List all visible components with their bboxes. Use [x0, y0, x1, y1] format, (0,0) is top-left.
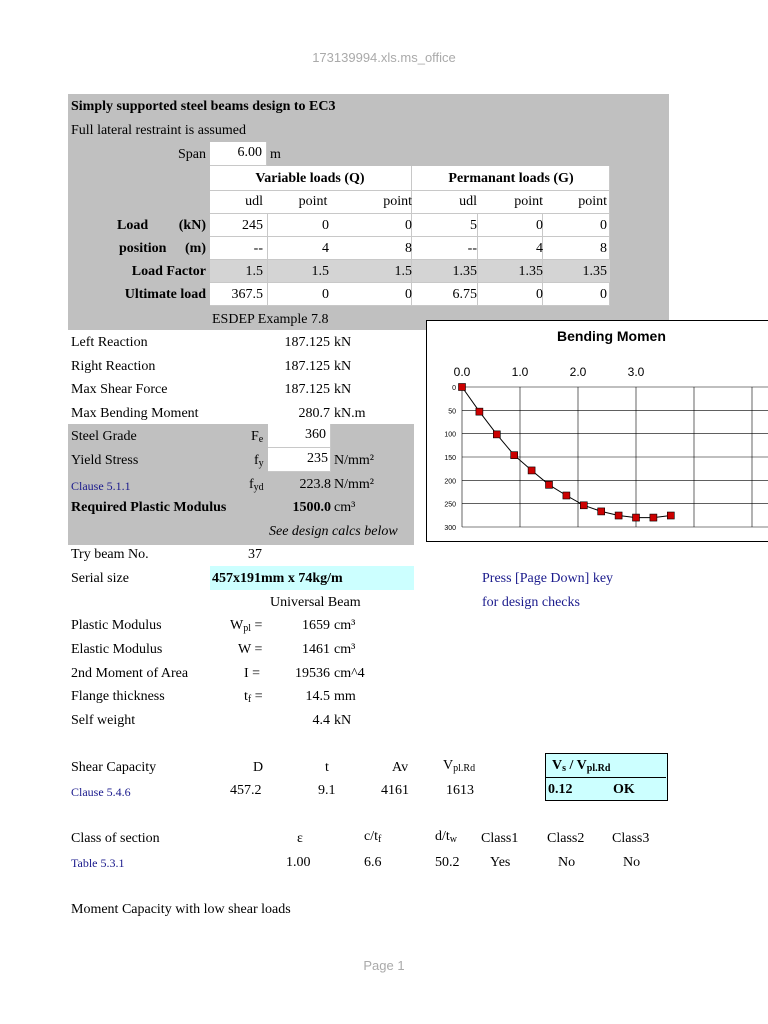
load-q-point2[interactable]: 0 — [405, 218, 412, 233]
right-reaction-unit: kN — [334, 359, 352, 374]
try-beam-label: Try beam No. — [71, 547, 149, 562]
x-tick-label: 3.0 — [627, 365, 645, 379]
row-label-ultimate-load: Ultimate load — [124, 287, 206, 302]
see-design-calcs-note: See design calcs below — [269, 524, 398, 539]
class-value-eps: 1.00 — [286, 855, 311, 870]
flange-thickness-symbol: $t_f$ = — [244, 689, 263, 705]
y-tick-label: 0 — [452, 385, 456, 392]
moment-of-area-label: 2nd Moment of Area — [71, 666, 189, 681]
col-header-g-point2: point — [578, 194, 607, 209]
steel-grade-input[interactable] — [268, 424, 331, 448]
shear-ratio: 0.12 — [548, 782, 573, 797]
variable-loads-heading: Variable loads (Q) — [255, 171, 365, 186]
page-header: 173139994.xls.ms_office — [312, 50, 456, 65]
plastic-modulus-unit: cm³ — [334, 618, 356, 633]
shear-header-d: D — [253, 760, 264, 775]
class-value-dt: 50.2 — [435, 855, 460, 870]
beam-type: Universal Beam — [270, 595, 361, 610]
max-shear-value: 187.125 — [284, 382, 330, 397]
shear-value-vplrd: 1613 — [446, 783, 474, 798]
position-g-point2[interactable]: 8 — [600, 241, 607, 256]
row-label-load: Load — [117, 218, 149, 233]
flange-thickness-value: 14.5 — [305, 689, 330, 704]
max-moment-unit: kN.m — [334, 406, 366, 421]
required-modulus-value: 1500.0 — [292, 500, 331, 515]
shear-value-av: 4161 — [381, 783, 409, 798]
shear-header-t: t — [325, 760, 329, 775]
class-of-section-label: Class of section — [71, 831, 160, 846]
shear-check-box — [545, 753, 668, 801]
factor-g-udl: 1.35 — [452, 264, 477, 279]
class-value-class2: No — [558, 855, 576, 870]
shear-value-d: 457.2 — [230, 783, 262, 798]
span-value: 6.00 — [237, 145, 262, 160]
data-point — [476, 408, 483, 415]
row-label-load-factor: Load Factor — [131, 264, 206, 279]
fyd-unit: N/mm² — [334, 477, 374, 492]
data-point — [615, 512, 622, 519]
col-header-q-point1: point — [298, 194, 328, 209]
col-header-g-point1: point — [514, 194, 543, 209]
y-tick-label: 300 — [444, 525, 456, 532]
factor-q-udl: 1.5 — [245, 264, 263, 279]
x-tick-label: 2.0 — [569, 365, 587, 379]
bending-moment-chart — [426, 320, 768, 542]
ultimate-g-point2: 0 — [600, 287, 607, 302]
elastic-modulus-symbol: W = — [238, 642, 263, 657]
class-value-class1: Yes — [490, 855, 511, 870]
steel-grade-symbol: $F_e$ — [251, 429, 264, 445]
right-reaction-value: 187.125 — [284, 359, 330, 374]
load-g-point1[interactable]: 0 — [536, 218, 543, 233]
col-header-q-point2: point — [383, 194, 412, 209]
class-header-class1: Class1 — [481, 831, 519, 846]
y-tick-label: 50 — [448, 408, 456, 416]
row-unit-position: (m) — [185, 241, 206, 256]
data-point — [667, 512, 674, 519]
load-q-point1[interactable]: 0 — [322, 218, 329, 233]
factor-q-point1: 1.5 — [311, 264, 329, 279]
page-down-hint-2: for design checks — [482, 595, 580, 610]
position-g-point1[interactable]: 4 — [536, 241, 543, 256]
steel-grade-value: 360 — [305, 427, 326, 442]
yield-stress-unit: N/mm² — [334, 453, 374, 468]
clause-5-1-1: Clause 5.1.1 — [71, 479, 131, 493]
position-q-point1[interactable]: 4 — [322, 241, 329, 256]
max-shear-unit: kN — [334, 382, 352, 397]
self-weight-unit: kN — [334, 713, 352, 728]
self-weight-value: 4.4 — [312, 713, 330, 728]
example-reference: ESDEP Example 7.8 — [212, 312, 329, 327]
class-header-class2: Class2 — [547, 831, 585, 846]
data-point — [650, 514, 657, 521]
class-header-class3: Class3 — [612, 831, 650, 846]
left-reaction-label: Left Reaction — [71, 335, 148, 350]
class-value-ct: 6.6 — [364, 855, 382, 870]
permanent-loads-heading: Permanant loads (G) — [448, 171, 574, 186]
shear-value-t: 9.1 — [318, 783, 336, 798]
moment-capacity-label: Moment Capacity with low shear loads — [71, 902, 291, 917]
y-tick-label: 150 — [444, 455, 456, 462]
serial-size-label: Serial size — [71, 571, 129, 586]
steel-grade-label: Steel Grade — [71, 429, 137, 444]
x-tick-label: 1.0 — [511, 365, 529, 379]
max-shear-label: Max Shear Force — [71, 382, 168, 397]
data-point — [598, 508, 605, 515]
table-5-3-1: Table 5.3.1 — [71, 856, 125, 870]
yield-stress-label: Yield Stress — [71, 453, 139, 468]
data-point — [580, 502, 587, 509]
serial-size-value: 457x191mm x 74kg/m — [212, 571, 343, 586]
fyd-value: 223.8 — [299, 477, 331, 492]
span-unit: m — [270, 147, 281, 162]
class-value-class3: No — [623, 855, 641, 870]
position-q-udl[interactable]: -- — [253, 241, 263, 256]
required-modulus-label: Required Plastic Modulus — [71, 500, 227, 515]
plastic-modulus-value: 1659 — [302, 618, 330, 633]
col-header-q-udl: udl — [245, 194, 263, 209]
fyd-symbol: $f_{yd}$ — [249, 477, 264, 493]
data-point — [511, 452, 518, 459]
self-weight-label: Self weight — [71, 713, 136, 728]
x-tick-label: 0.0 — [453, 365, 471, 379]
factor-q-point2: 1.5 — [394, 264, 412, 279]
yield-stress-symbol: $f_y$ — [254, 453, 264, 469]
shear-check-title: $V_s / V_{pl.Rd}$ — [552, 758, 611, 774]
flange-thickness-label: Flange thickness — [71, 689, 165, 704]
elastic-modulus-unit: cm³ — [334, 642, 356, 657]
page-footer: Page 1 — [363, 958, 405, 973]
row-label-position: position — [119, 241, 167, 256]
shear-header-av: Av — [392, 760, 409, 775]
bending-moment-plot — [427, 321, 768, 542]
moment-of-area-value: 19536 — [295, 666, 330, 681]
position-g-udl[interactable]: -- — [467, 241, 477, 256]
shear-header-vplrd: $V_{pl.Rd}$ — [443, 758, 476, 774]
elastic-modulus-value: 1461 — [302, 642, 330, 657]
ultimate-g-udl: 6.75 — [452, 287, 477, 302]
right-reaction-label: Right Reaction — [71, 359, 156, 374]
try-beam-value[interactable]: 37 — [248, 547, 262, 562]
yield-stress-cell — [268, 448, 331, 472]
position-q-point2[interactable]: 8 — [405, 241, 412, 256]
ultimate-q-point2: 0 — [405, 287, 412, 302]
factor-g-point1: 1.35 — [518, 264, 543, 279]
data-point — [528, 467, 535, 474]
load-q-udl[interactable]: 245 — [242, 218, 263, 233]
sheet-subtitle: Full lateral restraint is assumed — [71, 123, 246, 138]
data-point — [633, 514, 640, 521]
left-reaction-unit: kN — [334, 335, 352, 350]
data-point — [546, 481, 553, 488]
page-down-hint-1: Press [Page Down] key — [482, 571, 614, 586]
factor-g-point2: 1.35 — [582, 264, 607, 279]
shear-capacity-label: Shear Capacity — [71, 760, 157, 775]
ultimate-g-point1: 0 — [536, 287, 543, 302]
y-tick-label: 100 — [444, 431, 456, 439]
ultimate-q-point1: 0 — [322, 287, 329, 302]
span-label: Span — [178, 147, 206, 162]
chart-title: Bending Momen — [557, 328, 666, 344]
max-moment-label: Max Bending Moment — [71, 406, 199, 421]
sheet-title: Simply supported steel beams design to EC3 — [71, 99, 336, 114]
data-point — [563, 492, 570, 499]
clause-5-4-6: Clause 5.4.6 — [71, 785, 131, 799]
load-g-udl[interactable]: 5 — [470, 218, 477, 233]
col-header-g-udl: udl — [459, 194, 477, 209]
elastic-modulus-label: Elastic Modulus — [71, 642, 163, 657]
plastic-modulus-label: Plastic Modulus — [71, 618, 162, 633]
data-point — [493, 431, 500, 438]
span-input[interactable] — [210, 142, 267, 166]
yield-stress-value: 235 — [307, 451, 328, 466]
y-tick-label: 250 — [444, 501, 456, 509]
max-moment-value: 280.7 — [298, 406, 330, 421]
left-reaction-value: 187.125 — [284, 335, 330, 350]
data-point — [459, 384, 466, 391]
y-tick-label: 200 — [444, 478, 456, 486]
ultimate-q-udl: 367.5 — [231, 287, 263, 302]
load-g-point2[interactable]: 0 — [600, 218, 607, 233]
plastic-modulus-symbol: $W_{pl}$ = — [230, 618, 263, 634]
flange-thickness-unit: mm — [334, 689, 356, 704]
row-unit-load: (kN) — [178, 218, 206, 233]
moment-of-area-unit: cm^4 — [334, 666, 365, 681]
class-header-eps: ε — [297, 831, 303, 846]
shear-status: OK — [613, 782, 635, 797]
class-header-ct: $c/t_f$ — [364, 829, 382, 845]
moment-of-area-symbol: I = — [244, 666, 261, 681]
required-modulus-unit: cm³ — [334, 500, 356, 515]
class-header-dt: $d/t_w$ — [435, 829, 458, 845]
